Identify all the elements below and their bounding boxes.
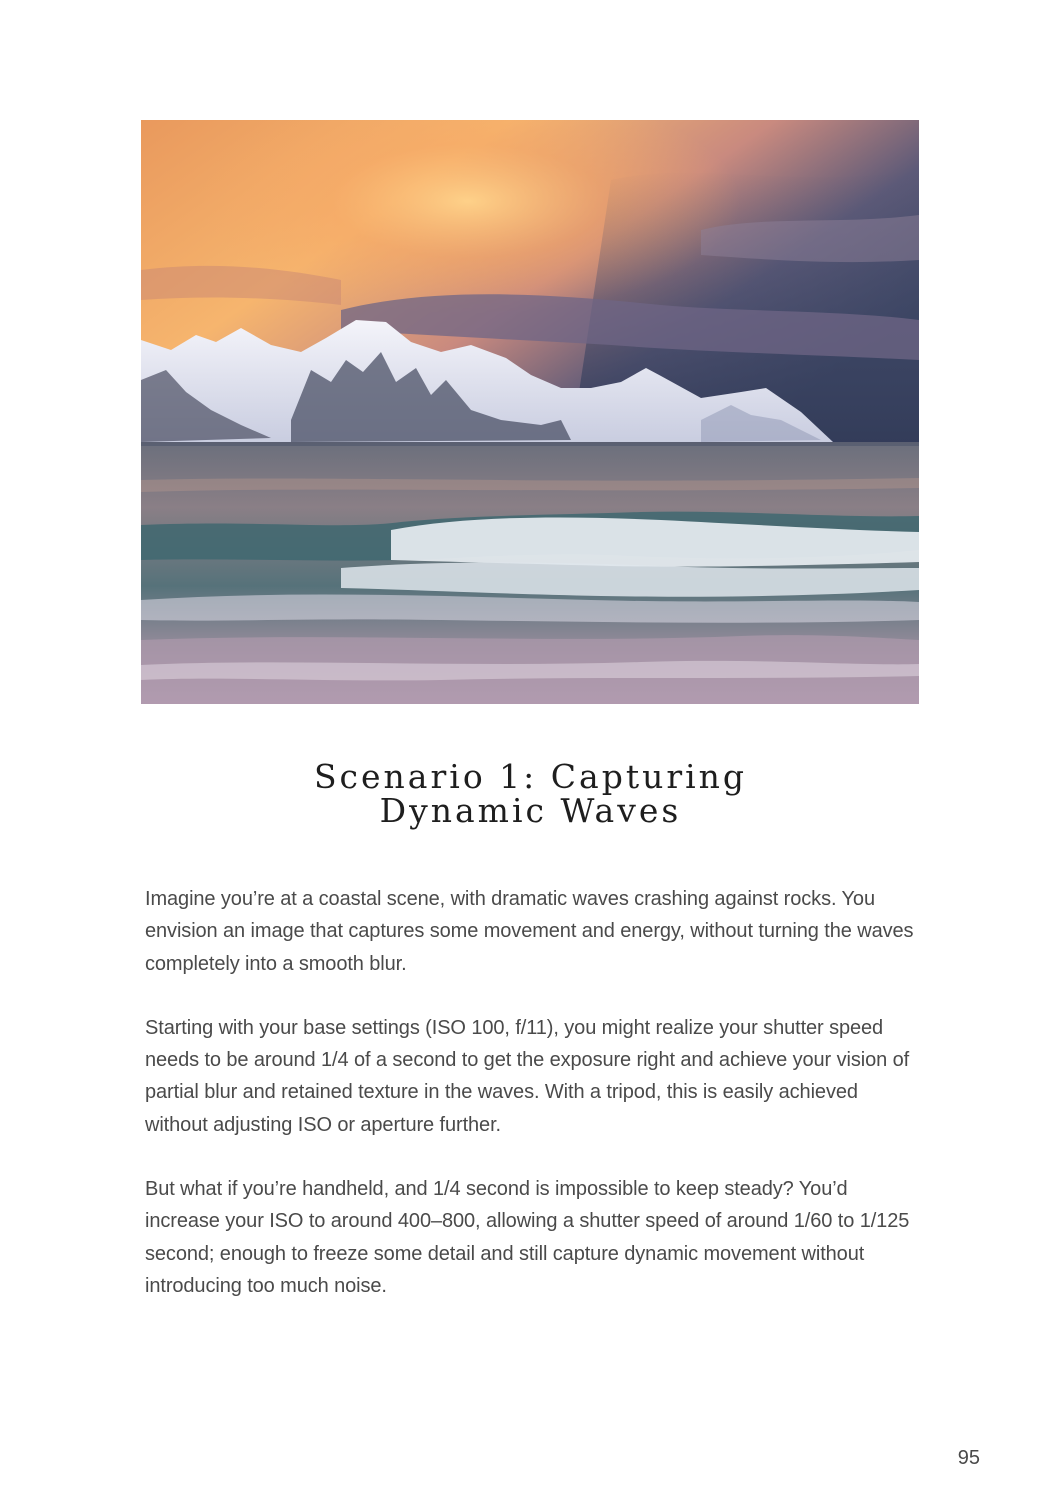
page-title [0,757,1061,830]
paragraph-2: Starting with your base settings (ISO 100, f/11), you might realize your shutter speed needs to be around 1/4 of a second to get the exposure right and achieve your vision of partial blur and retained texture in the waves. With a tripod, this is easily achieved without adjusting ISO or aperture further. [145,1016,910,1136]
coastal-mountain-photo [141,120,919,704]
title-line-1: Scenario 1: Capturing [313,757,748,796]
coastal-mountain-sunset-photo-icon [141,120,919,704]
paragraph-3: But what if you’re handheld, and 1/4 second is impossible to keep steady? You’d increase your ISO to around 400–800, allowing a shutter speed of around 1/60 to 1/125 second; enough to freeze some detail and still capture dynamic movement without introducing too much noise. [145,1178,910,1297]
page-number: 95 [957,1447,980,1469]
title-line-2: Dynamic Waves [379,791,682,830]
body-text [145,883,925,1334]
paragraph-1: Imagine you’re at a coastal scene, with dramatic waves crashing against rocks. You envision an image that captures some movement and energy, without turning the waves completely into a smooth blur. [145,888,914,975]
